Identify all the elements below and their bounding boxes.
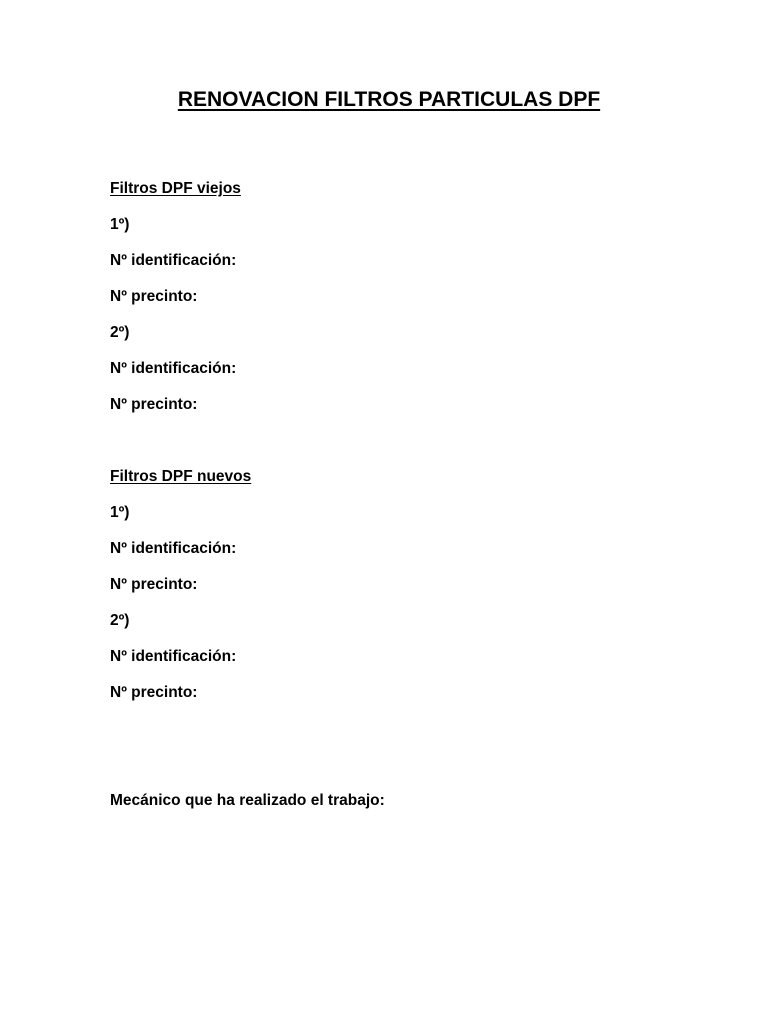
old-filter-1-seal-label: Nº precinto: <box>110 288 198 305</box>
document-title: RENOVACION FILTROS PARTICULAS DPF <box>177 88 601 111</box>
old-filter-2-index: 2º) <box>110 324 130 341</box>
new-filter-2-seal-label: Nº precinto: <box>110 684 198 701</box>
mechanic-spacer <box>110 718 710 790</box>
new-filters-section <box>110 466 710 718</box>
old-filter-1-index: 1º) <box>110 216 130 233</box>
new-filter-1-id-label: Nº identificación: <box>110 540 237 557</box>
section-spacer <box>110 430 710 466</box>
new-filter-1-seal-label: Nº precinto: <box>110 576 198 593</box>
old-filters-section <box>110 178 710 430</box>
new-filter-2-index: 2º) <box>110 612 130 629</box>
mechanic-label: Mecánico que ha realizado el trabajo: <box>110 792 385 809</box>
new-filter-2-id-label: Nº identificación: <box>110 648 237 665</box>
new-filter-1-index: 1º) <box>110 504 130 521</box>
new-filters-heading: Filtros DPF nuevos <box>110 468 252 485</box>
old-filter-2-id-label: Nº identificación: <box>110 360 237 377</box>
old-filters-heading: Filtros DPF viejos <box>110 180 241 197</box>
old-filter-2-seal-label: Nº precinto: <box>110 396 198 413</box>
document-body <box>110 178 710 826</box>
old-filter-1-id-label: Nº identificación: <box>110 252 237 269</box>
